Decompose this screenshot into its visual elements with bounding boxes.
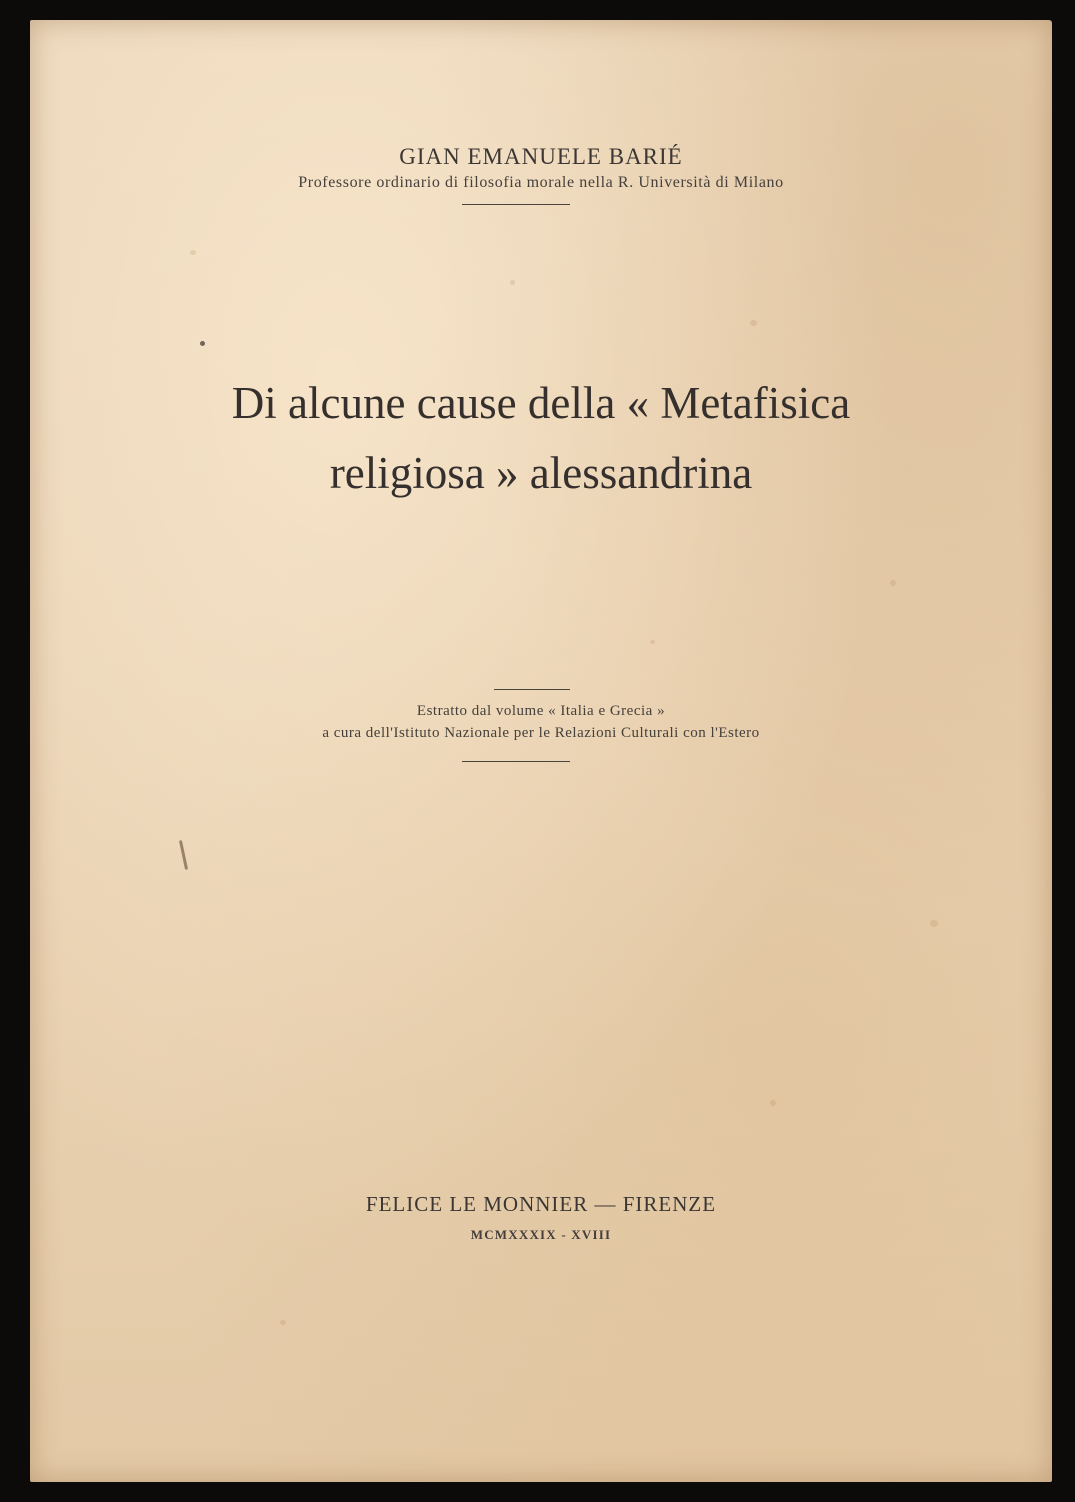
extract-line-2: a cura dell'Istituto Nazionale per le Relazioni Culturali con l'Estero: [322, 725, 760, 741]
foxing-spot: [890, 580, 896, 586]
book-cover: [30, 20, 1052, 1482]
extract-note: [30, 700, 1052, 744]
foxing-spot: [750, 320, 757, 326]
extract-line-1: Estratto dal volume « Italia e Grecia »: [416, 703, 666, 719]
publication-year: MCMXXXIX - XVIII: [470, 1227, 612, 1242]
foxing-spot: [510, 280, 515, 285]
author-affiliation: Professore ordinario di filosofia morale nella R. Università di Milano: [298, 174, 784, 191]
divider-rule: [462, 204, 570, 205]
title-line-1: Di alcune cause della « Metafisica: [231, 378, 851, 428]
foxing-spot: [930, 920, 938, 927]
divider-rule: [494, 689, 570, 690]
author-name: GIAN EMANUELE BARIÉ: [399, 144, 683, 169]
foxing-spot: [770, 1100, 776, 1106]
ink-dot: [200, 341, 205, 346]
foxing-spot: [280, 1320, 286, 1325]
book-title: [30, 368, 1052, 508]
pencil-mark: [179, 840, 188, 870]
foxing-spot: [650, 640, 655, 644]
publisher-imprint: FELICE LE MONNIER — FIRENZE: [365, 1192, 717, 1216]
title-line-2: religiosa » alessandrina: [329, 448, 753, 498]
divider-rule: [462, 761, 570, 762]
foxing-spot: [190, 250, 196, 255]
